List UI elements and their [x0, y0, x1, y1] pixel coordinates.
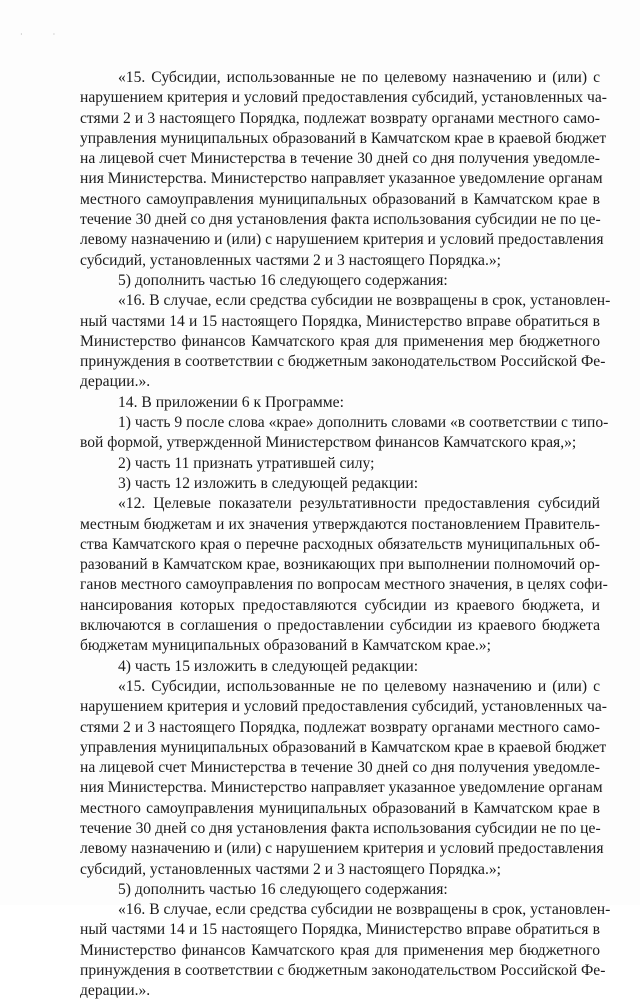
text-line: левому назначению и (или) с нарушением критерия и условий предоставления: [80, 840, 604, 858]
text-line: дерации.».: [80, 373, 151, 391]
text-line: бюджетам муниципальных образований в Камчатском крае.»;: [80, 637, 491, 655]
text-line: 1) часть 9 после слова «крае» дополнить словами «в соответствии с типо-: [118, 414, 609, 432]
text-line: 2) часть 11 признать утратившей силу;: [118, 454, 375, 472]
text-line: включаются в соглашения о предоставлении субсидии из краевого бюджета: [80, 617, 600, 635]
text-line: ганов местного самоуправления по вопросам местного значения, в целях софи-: [80, 576, 608, 594]
document-body: [80, 68, 611, 1002]
text-line: течение 30 дней со дня установления факта использования субсидии не по це-: [80, 211, 601, 229]
text-line: нарушением критерия и условий предоставления субсидий, установленных ча-: [80, 89, 607, 107]
text-line: «16. В случае, если средства субсидии не возвращены в срок, установлен-: [118, 292, 611, 310]
text-line: 4) часть 15 изложить в следующей редакции:: [118, 657, 419, 675]
text-line: «12. Целевые показатели результативности предоставления субсидий: [118, 495, 600, 513]
text-line: принуждения в соответствии с бюджетным законодательством Российской Фе-: [80, 353, 606, 371]
text-line: местного самоуправления муниципальных образований в Камчатском крае в: [80, 799, 600, 817]
text-line: стями 2 и 3 настоящего Порядка, подлежат возврату органами местного само-: [80, 109, 600, 127]
text-line: местным бюджетам и их значения утверждаются постановлением Правитель-: [80, 515, 600, 533]
text-line: управления муниципальных образований в Камчатском крае в краевой бюджет: [80, 129, 607, 147]
text-line: стями 2 и 3 настоящего Порядка, подлежат возврату органами местного само-: [80, 718, 600, 736]
text-line: Министерство финансов Камчатского края для применения мер бюджетного: [80, 332, 600, 350]
text-line: вой формой, утвержденной Министерством финансов Камчатского края,»;: [80, 434, 577, 452]
text-line: 3) часть 12 изложить в следующей редакции:: [118, 474, 419, 492]
text-line: на лицевой счет Министерства в течение 30 дней со дня получения уведомле-: [80, 759, 600, 777]
text-line: местного самоуправления муниципальных образований в Камчатском крае в: [80, 190, 600, 208]
text-line: 14. В приложении 6 к Программе:: [118, 393, 344, 411]
text-line: управления муниципальных образований в Камчатском крае в краевой бюджет: [80, 738, 607, 756]
text-line: ния Министерства. Министерство направляет указанное уведомление органам: [80, 170, 603, 188]
text-line: 5) дополнить частью 16 следующего содержания:: [118, 880, 448, 898]
text-line: Министерство финансов Камчатского края для применения мер бюджетного: [80, 941, 600, 959]
text-line: принуждения в соответствии с бюджетным законодательством Российской Фе-: [80, 962, 606, 980]
text-line: субсидий, установленных частями 2 и 3 настоящего Порядка.»;: [80, 860, 502, 878]
text-line: ный частями 14 и 15 настоящего Порядка, Министерство вправе обратиться в: [80, 921, 600, 939]
text-line: нарушением критерия и условий предоставления субсидий, установленных ча-: [80, 698, 607, 716]
text-line: ный частями 14 и 15 настоящего Порядка, Министерство вправе обратиться в: [80, 312, 600, 330]
scan-specks: · ·: [20, 30, 70, 39]
text-line: ния Министерства. Министерство направляет указанное уведомление органам: [80, 779, 603, 797]
text-line: «15. Субсидии, использованные не по целевому назначению и (или) с: [118, 69, 600, 86]
text-line: «16. В случае, если средства субсидии не возвращены в срок, установлен-: [118, 901, 611, 919]
text-line: разований в Камчатском крае, возникающих при выполнении полномочий ор-: [80, 556, 600, 574]
text-line: «15. Субсидии, использованные не по целевому назначению и (или) с: [118, 677, 600, 695]
text-line: 5) дополнить частью 16 следующего содержания:: [118, 271, 448, 289]
text-line: левому назначению и (или) с нарушением критерия и условий предоставления: [80, 231, 604, 249]
text-line: ства Камчатского края о перечне расходных обязательств муниципальных об-: [80, 535, 600, 553]
text-line: нансирования которых предоставляются субсидии из краевого бюджета, и: [80, 596, 600, 614]
text-line: течение 30 дней со дня установления факта использования субсидии не по це-: [80, 819, 601, 837]
text-line: субсидий, установленных частями 2 и 3 настоящего Порядка.»;: [80, 251, 502, 269]
text-line: дерации.».: [80, 982, 151, 1000]
text-line: на лицевой счет Министерства в течение 30 дней со дня получения уведомле-: [80, 150, 600, 168]
